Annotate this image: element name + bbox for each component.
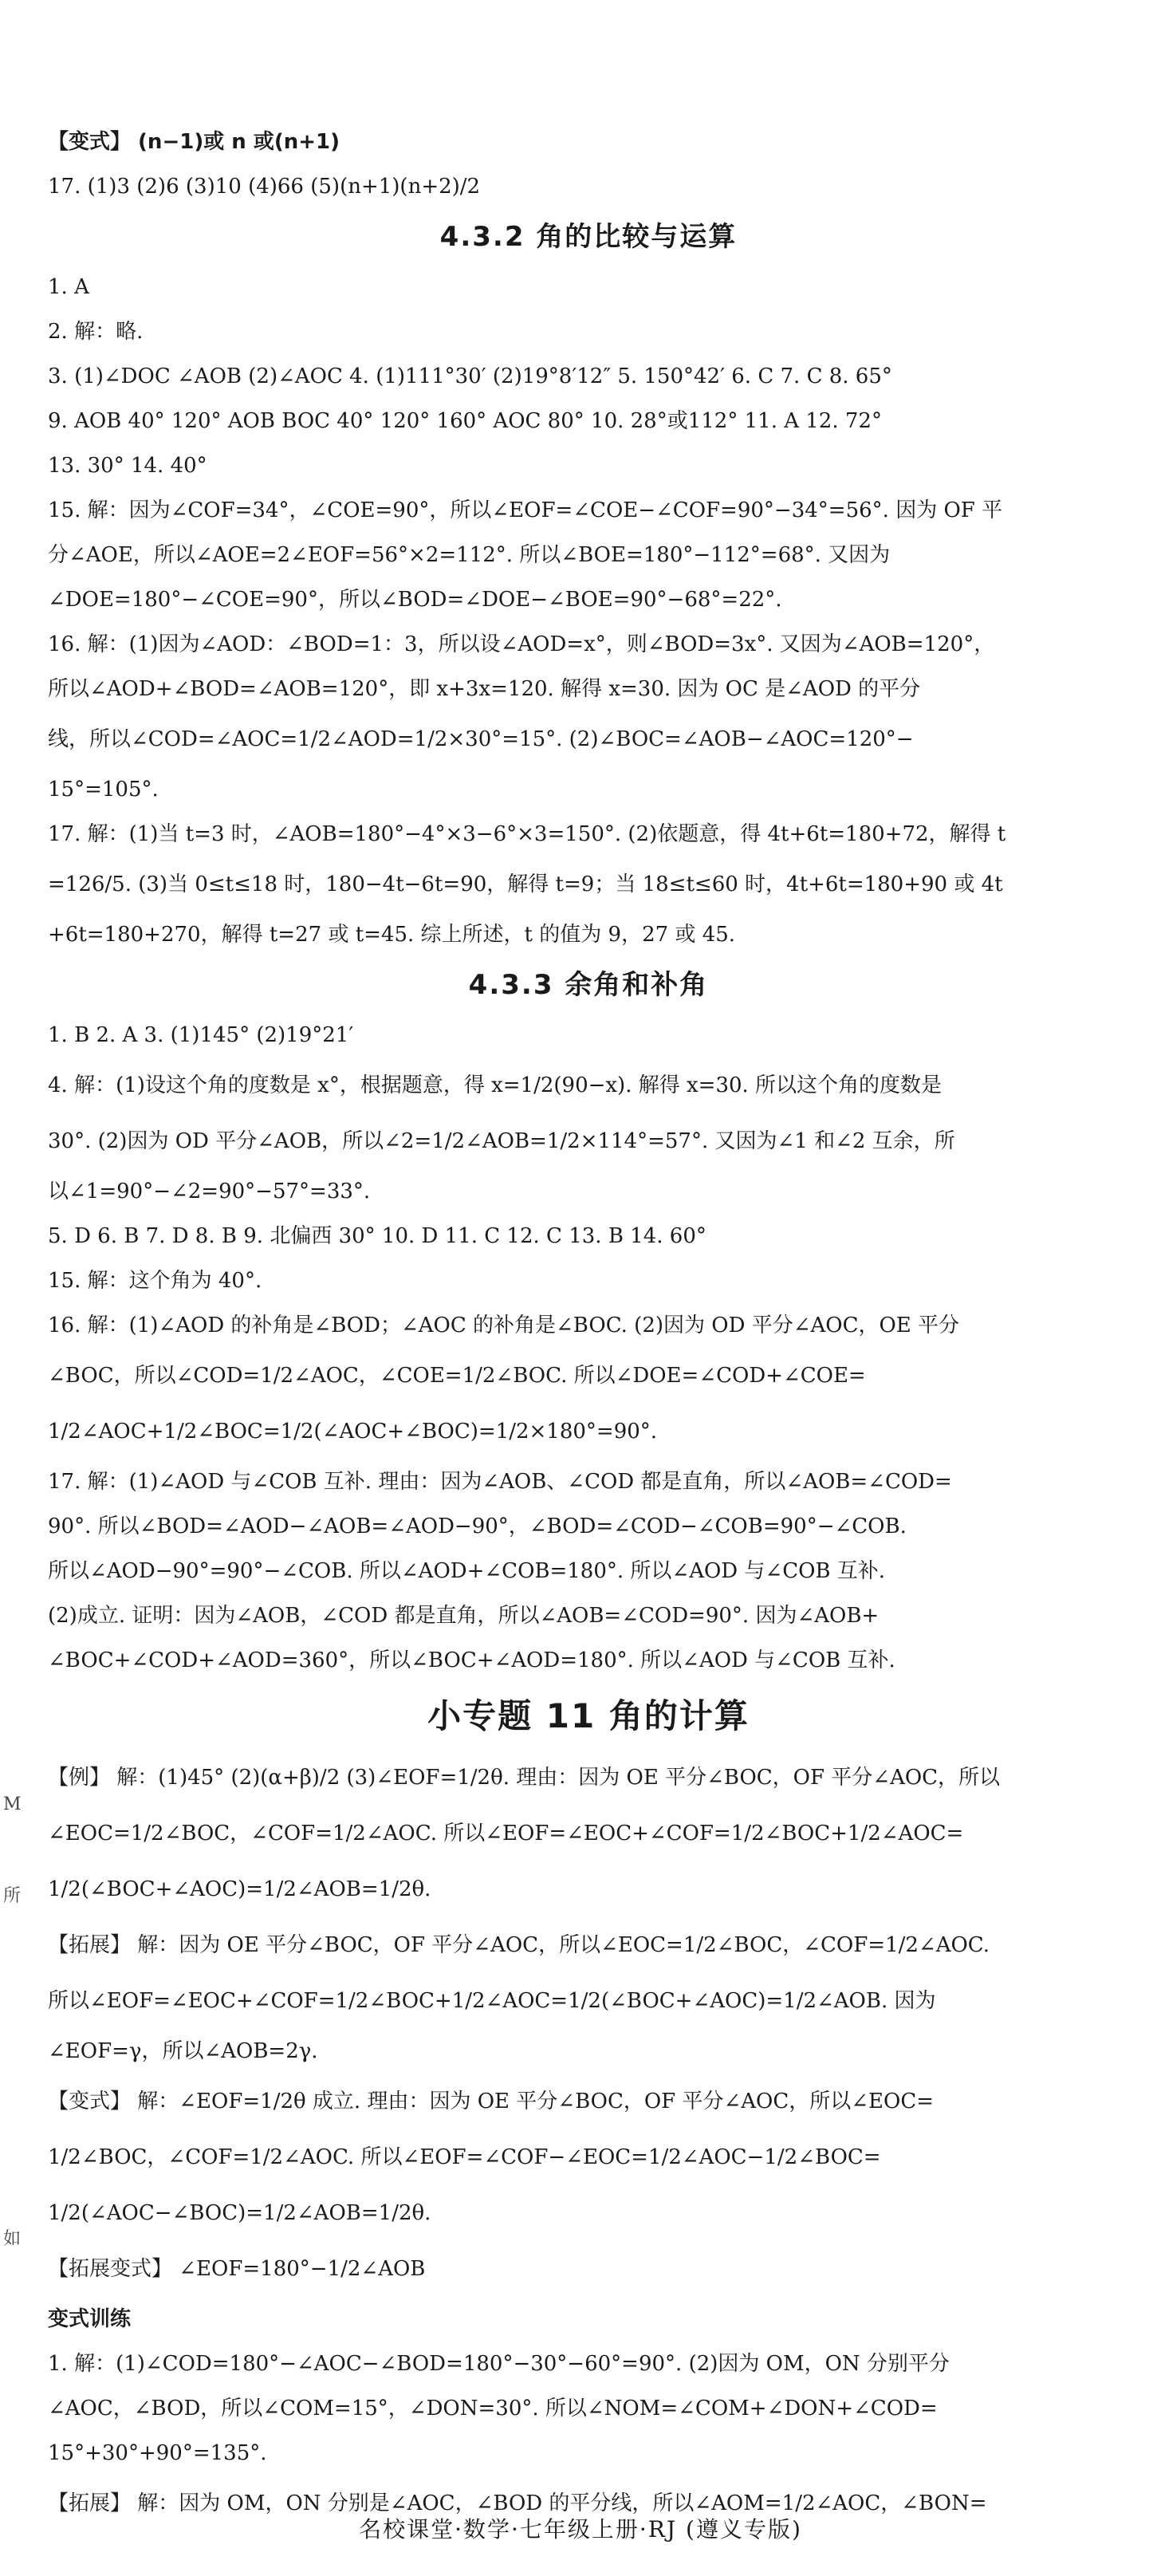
answer-line: 1. B 2. A 3. (1)145° (2)19°21′	[48, 1023, 354, 1047]
answer-line: ∠AOC，∠BOD，所以∠COM=15°，∠DON=30°. 所以∠NOM=∠COM+∠DON+∠COD=	[48, 2397, 938, 2420]
answer-lines	[48, 120, 1129, 2531]
answer-line: +6t=180+270，解得 t=27 或 t=45. 综上所述，t 的值为 9，27 或 45.	[48, 923, 736, 947]
answer-line: ∠EOF=γ，所以∠AOB=2γ.	[48, 2039, 318, 2063]
answer-line: 17. 解：(1)当 t=3 时，∠AOB=180°−4°×3−6°×3=150°. (2)依题意，得 4t+6t=180+72，解得 t	[48, 822, 1006, 846]
answer-line: 所以∠AOD+∠BOD=∠AOB=120°，即 x+3x=120. 解得 x=30. 因为 OC 是∠AOD 的平分	[48, 677, 921, 701]
answer-label: 变式训练	[48, 2307, 132, 2331]
answer-line: 以∠1=90°−∠2=90°−57°=33°.	[48, 1180, 371, 1203]
answer-line: 1/2(∠BOC+∠AOC)=1/2∠AOB=1/2θ.	[48, 1877, 431, 1901]
section-heading: 4.3.2 角的比较与运算	[439, 221, 738, 253]
answer-line: 17. 解：(1)∠AOD 与∠COB 互补. 理由：因为∠AOB、∠COD 都是直角，所以∠AOB=∠COD=	[48, 1470, 952, 1494]
answer-line: (2)成立. 证明：因为∠AOB，∠COD 都是直角，所以∠AOB=∠COD=90°. 因为∠AOB+	[48, 1604, 880, 1628]
answer-line: 【拓展】 解：因为 OM，ON 分别是∠AOC，∠BOD 的平分线，所以∠AOM=1/2∠AOC，∠BON=	[48, 2491, 987, 2515]
answer-line: 30°. (2)因为 OD 平分∠AOB，所以∠2=1/2∠AOB=1/2×114°=57°. 又因为∠1 和∠2 互余，所	[48, 1129, 955, 1153]
answer-line: 16. 解：(1)因为∠AOD：∠BOD=1：3，所以设∠AOD=x°，则∠BOD=3x°. 又因为∠AOB=120°，	[48, 632, 995, 656]
section-heading: 小专题 11 角的计算	[427, 1696, 750, 1735]
answer-line: 17. (1)3 (2)6 (3)10 (4)66 (5)(n+1)(n+2)/2	[48, 175, 481, 199]
answer-line: ∠EOC=1/2∠BOC，∠COF=1/2∠AOC. 所以∠EOF=∠EOC+∠COF=1/2∠BOC+1/2∠AOC=	[48, 1822, 964, 1845]
answer-line: 1. 解：(1)∠COD=180°−∠AOC−∠BOD=180°−30°−60°=90°. (2)因为 OM，ON 分别平分	[48, 2352, 950, 2376]
margin-mark: 所	[3, 1886, 22, 1906]
page-footer: 名校课堂·数学·七年级上册·RJ (遵义专版)	[359, 2516, 802, 2543]
answer-line: 5. D 6. B 7. D 8. B 9. 北偏西 30° 10. D 11. C 12. C 13. B 14. 60°	[48, 1224, 706, 1248]
answer-line: 【拓展】 解：因为 OE 平分∠BOC，OF 平分∠AOC，所以∠EOC=1/2∠BOC，∠COF=1/2∠AOC.	[48, 1933, 990, 1957]
answer-line: 15. 解：这个角为 40°.	[48, 1269, 262, 1293]
answer-line: 【例】 解：(1)45° (2)(α+β)/2 (3)∠EOF=1/2θ. 理由：因为 OE 平分∠BOC，OF 平分∠AOC，所以	[48, 1766, 1001, 1790]
answer-line: 【变式】 解：∠EOF=1/2θ 成立. 理由：因为 OE 平分∠BOC，OF 平分∠AOC，所以∠EOC=	[48, 2090, 935, 2113]
answer-line: 线，所以∠COD=∠AOC=1/2∠AOD=1/2×30°=15°. (2)∠BOC=∠AOB−∠AOC=120°−	[48, 727, 914, 751]
answer-line: 15°+30°+90°=135°.	[48, 2441, 267, 2465]
answer-line: 9. AOB 40° 120° AOB BOC 40° 120° 160° AOC 80° 10. 28°或112° 11. A 12. 72°	[48, 409, 882, 433]
answer-line: 4. 解：(1)设这个角的度数是 x°，根据题意，得 x=1/2(90−x). 解得 x=30. 所以这个角的度数是	[48, 1073, 943, 1097]
answer-line: ∠BOC+∠COD+∠AOD=360°，所以∠BOC+∠AOD=180°. 所以∠AOD 与∠COB 互补.	[48, 1648, 895, 1672]
margin-mark: M	[3, 1794, 22, 1814]
answer-line: 所以∠EOF=∠EOC+∠COF=1/2∠BOC+1/2∠AOC=1/2(∠BOC+∠AOC)=1/2∠AOB. 因为	[48, 1989, 936, 2013]
answer-line: 3. (1)∠DOC ∠AOB (2)∠AOC 4. (1)111°30′ (2)19°8′12″ 5. 150°42′ 6. C 7. C 8. 65°	[48, 364, 892, 388]
answer-line: ∠DOE=180°−∠COE=90°，所以∠BOD=∠DOE−∠BOE=90°−68°=22°.	[48, 588, 782, 612]
answer-line: 15. 解：因为∠COF=34°，∠COE=90°，所以∠EOF=∠COE−∠COF=90°−34°=56°. 因为 OF 平	[48, 498, 1003, 522]
answer-line: 【拓展变式】 ∠EOF=180°−1/2∠AOB	[48, 2257, 426, 2281]
answer-line: 2. 解：略.	[48, 320, 144, 344]
answer-line: 16. 解：(1)∠AOD 的补角是∠BOD；∠AOC 的补角是∠BOC. (2)因为 OD 平分∠AOC，OE 平分	[48, 1314, 960, 1337]
answer-line: 分∠AOE，所以∠AOE=2∠EOF=56°×2=112°. 所以∠BOE=180°−112°=68°. 又因为	[48, 543, 891, 567]
answer-line: 90°. 所以∠BOD=∠AOD−∠AOB=∠AOD−90°，∠BOD=∠COD−∠COB=90°−∠COB.	[48, 1514, 907, 1538]
margin-mark: 如	[3, 2229, 22, 2249]
answer-line: 1/2∠AOC+1/2∠BOC=1/2(∠AOC+∠BOC)=1/2×180°=90°.	[48, 1420, 658, 1444]
answer-line: 15°=105°.	[48, 778, 159, 802]
answer-line: ∠BOC，所以∠COD=1/2∠AOC，∠COE=1/2∠BOC. 所以∠DOE=∠COD+∠COE=	[48, 1364, 866, 1388]
section-heading: 4.3.3 余角和补角	[468, 969, 709, 1001]
answer-line: 1/2(∠AOC−∠BOC)=1/2∠AOB=1/2θ.	[48, 2201, 431, 2225]
answer-line: =126/5. (3)当 0≤t≤18 时，180−4t−6t=90，解得 t=9；当 18≤t≤60 时，4t+6t=180+90 或 4t	[48, 872, 1003, 896]
answer-line: 13. 30° 14. 40°	[48, 454, 207, 478]
answer-line: 1. A	[48, 275, 89, 299]
answer-line: 1/2∠BOC，∠COF=1/2∠AOC. 所以∠EOF=∠COF−∠EOC=1/2∠AOC−1/2∠BOC=	[48, 2145, 881, 2169]
answer-label: 【变式】 (n−1)或 n 或(n+1)	[48, 130, 340, 154]
answer-line: 所以∠AOD−90°=90°−∠COB. 所以∠AOD+∠COB=180°. 所以∠AOD 与∠COB 互补.	[48, 1559, 886, 1583]
